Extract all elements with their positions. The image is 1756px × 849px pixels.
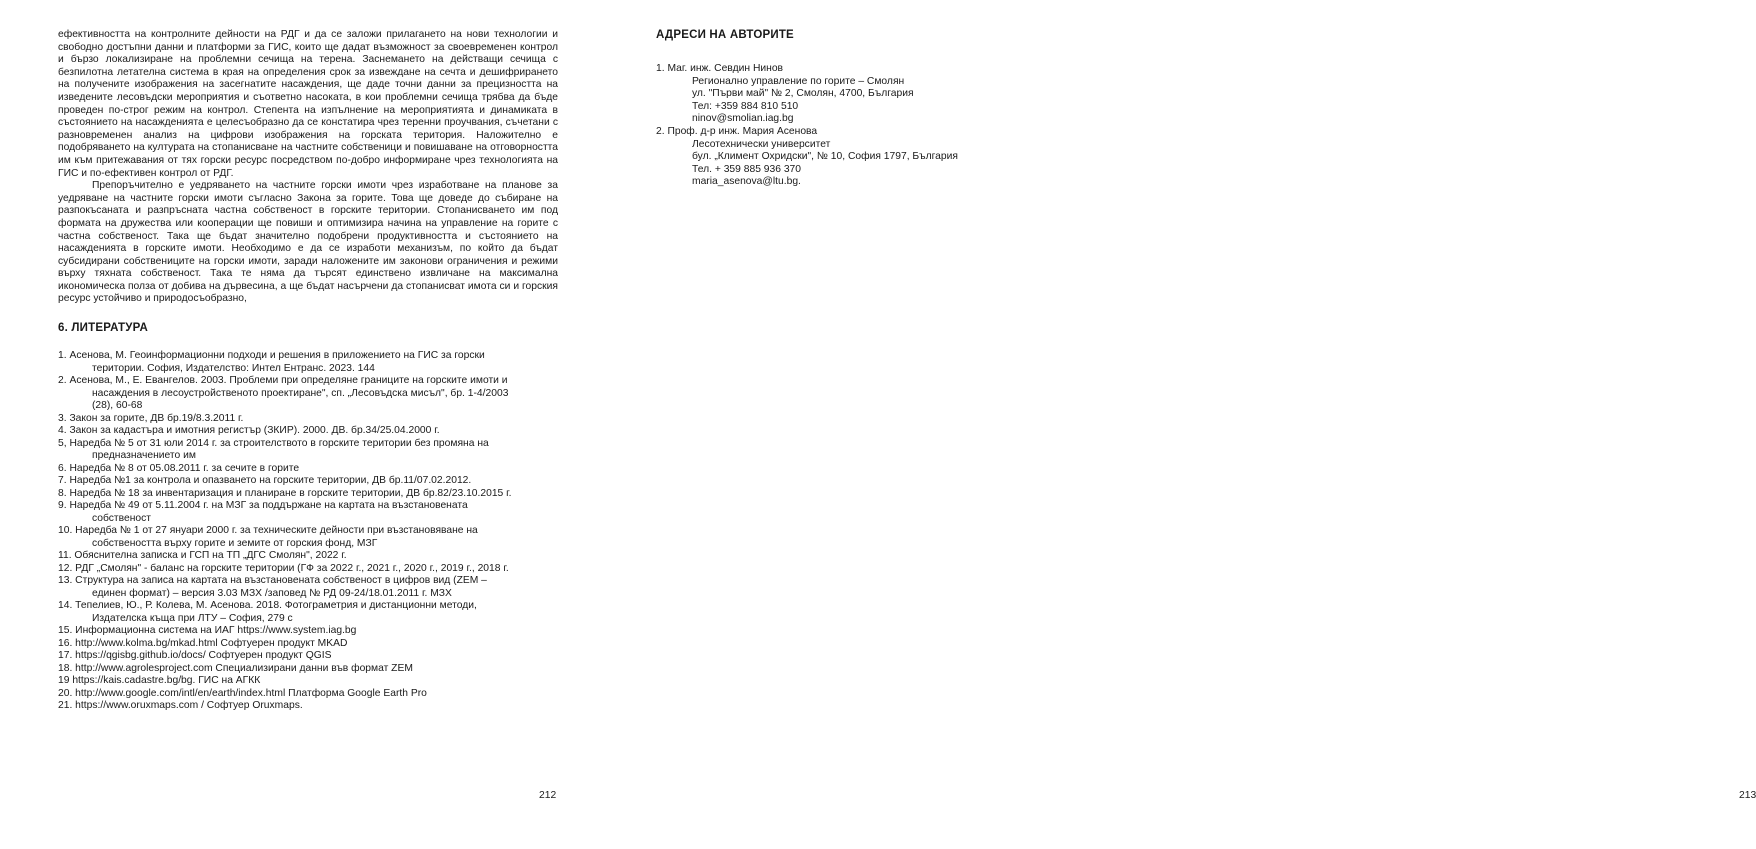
author-address: ул. "Първи май" № 2, Смолян, 4700, България bbox=[692, 88, 914, 100]
reference-text: 17. https://qgisbg.github.io/docs/ Софтуерен продукт QGIS bbox=[58, 650, 332, 661]
left-page bbox=[0, 0, 600, 849]
author-phone: Тел: +359 884 810 510 bbox=[692, 100, 799, 112]
reference-item bbox=[58, 550, 558, 563]
reference-text: 20. http://www.google.com/intl/en/earth/index.html Платформа Google Earth Pro bbox=[58, 687, 427, 699]
reference-item bbox=[58, 663, 558, 676]
reference-text: 1. Асенова, М. Геоинформационни подходи и решения в приложението на ГИС за горски bbox=[58, 350, 485, 361]
reference-list bbox=[58, 350, 558, 713]
reference-continuation: територии. София, Издателство: Интел Ентранс. 2023. 144 bbox=[92, 362, 375, 374]
author-address: бул. „Климент Охридски", № 10, София 1797, България bbox=[692, 151, 958, 163]
reference-continuation: единен формат) – версия 3.03 МЗХ /заповед № РД 09-24/18.01.2011 г. МЗХ bbox=[92, 587, 452, 599]
reference-item bbox=[58, 700, 558, 713]
reference-continuation: собственост bbox=[92, 512, 151, 524]
author-email[interactable]: ninov@smolian.iag.bg bbox=[692, 113, 794, 125]
reference-item bbox=[58, 438, 558, 463]
reference-text: 3. Закон за горите, ДВ бр.19/8.3.2011 г. bbox=[58, 412, 244, 424]
author-email[interactable]: maria_asenova@ltu.bg. bbox=[692, 176, 801, 188]
reference-continuation: Издателска къща при ЛТУ – София, 279 с bbox=[92, 612, 293, 624]
section-heading: 6. ЛИТЕРАТУРА bbox=[58, 322, 148, 334]
reference-item bbox=[58, 638, 558, 651]
author-affiliation: Регионално управление по горите – Смолян bbox=[692, 75, 905, 87]
reference-text: 7. Наредба №1 за контрола и опазването на горските територии, ДВ бр.11/07.02.2012. bbox=[58, 475, 472, 486]
paragraph: ефективността на контролните дейности на РДГ и да се заложи прилагането на нови технологии и свободно достъпни данни и платформи за ГИС, които ще дадат възможност за своевременен контрол и бързо локализиране на проблемни сечища на терена. Заснемането на действащи сечища с безпилотна летателна система в края на определения срок за извеждане на сечта и дешифрирането на получените изображения на засегнатите насаждения, ще даде точни данни за прецизността на изведените лесовъдски мероприятия и съответно насоката, в кои проблемни сечища трябва да бъде проведен по-строг режим на контрол. Степента на изпълнение на мероприятията и динамиката в състоянието на насажденията е целесъобразно да се констатира чрез теренни проучвания, съчетани с разновременен анализ на цифрови изображения на горската територия. Наложително е подобряването на културата на стопанисване на частните собственици и повишаване на отговорността им към притежавания от тях горски ресурс посредством по-добро информиране чрез технологията на ГИС и по-ефективен контрол от РДГ. bbox=[58, 29, 558, 179]
author-addresses bbox=[656, 63, 1136, 189]
author-entry bbox=[656, 126, 1136, 189]
reference-text: 12. РДГ „Смолян" - баланс на горските територии (ГФ за 2022 г., 2021 г., 2020 г., 2019 г., 2018 г. bbox=[58, 562, 509, 574]
reference-item bbox=[58, 675, 558, 688]
reference-item bbox=[58, 563, 558, 576]
reference-item bbox=[58, 350, 558, 375]
author-name: 1. Маг. инж. Севдин Нинов bbox=[656, 63, 784, 74]
author-entry bbox=[656, 63, 1136, 126]
author-name: 2. Проф. д-р инж. Мария Асенова bbox=[656, 125, 818, 137]
reference-text: 6. Наредба № 8 от 05.08.2011 г. за сечите в горите bbox=[58, 462, 300, 474]
reference-continuation: собствеността върху горите и земите от горския фонд, МЗГ bbox=[92, 537, 378, 549]
reference-item bbox=[58, 375, 558, 413]
reference-item bbox=[58, 413, 558, 426]
reference-continuation: (28), 60-68 bbox=[92, 400, 143, 411]
reference-item bbox=[58, 425, 558, 438]
reference-item bbox=[58, 650, 558, 663]
reference-item bbox=[58, 475, 558, 488]
right-page bbox=[600, 0, 1756, 849]
reference-text: 16. http://www.kolma.bg/mkad.html Софтуерен продукт MKAD bbox=[58, 637, 348, 649]
reference-text: 8. Наредба № 18 за инвентаризация и планиране в горските територии, ДВ бр.82/23.10.2015 г. bbox=[58, 487, 512, 499]
reference-item bbox=[58, 625, 558, 638]
page-number: 212 bbox=[539, 790, 557, 801]
reference-text: 9. Наредба № 49 от 5.11.2004 г. на МЗГ за поддържане на картата на възстановената bbox=[58, 500, 468, 511]
paragraph: Препоръчително е уедряването на частните горски имоти чрез изработване на планове за уедряване на частните горски имоти съгласно Закона за горите. Това ще доведе до събиране на разпокъсаната и разпръсната частна собственост в горските територии. Стопанисването им под формата на дружества или кооперации ще повиши и оптимизира начина на управление на горите с частна собственост. Така ще бъдат значително подобрени продуктивността и състоянието на насажденията в горските имоти. Необходимо е да се изработи механизъм, по който да бъдат субсидирани собствениците на горски имоти, заради наложените им законови ограничения и режими върху тяхната собственост. Така те няма да търсят единствено извличане на максимална икономическа полза от добива на дървесина, а ще бъдат насърчени да стопанисват имота си и горския ресурс устойчиво и природосъобразно, bbox=[58, 180, 558, 305]
reference-text: 4. Закон за кадастъра и имотния регистър (ЗКИР). 2000. ДВ. бр.34/25.04.2000 г. bbox=[58, 425, 440, 436]
reference-item bbox=[58, 575, 558, 600]
reference-item bbox=[58, 688, 558, 701]
reference-text: 11. Обяснителна записка и ГСП на ТП „ДГС Смолян", 2022 г. bbox=[58, 550, 347, 561]
page-number: 213 bbox=[1739, 790, 1756, 801]
reference-item bbox=[58, 600, 558, 625]
reference-continuation: предназначението им bbox=[92, 450, 196, 461]
body-text bbox=[58, 29, 558, 306]
reference-text: 10. Наредба № 1 от 27 януари 2000 г. за техническите дейности при възстановяване на bbox=[58, 525, 478, 536]
reference-item bbox=[58, 500, 558, 525]
reference-continuation: насаждения в лесоустройственото проектиране", сп. „Лесовъдска мисъл", бр. 1-4/2003 bbox=[92, 387, 509, 399]
reference-text: 21. https://www.oruxmaps.com / Софтуер Oruxmaps. bbox=[58, 700, 303, 711]
author-affiliation: Лесотехнически университет bbox=[692, 138, 831, 150]
reference-text: 18. http://www.agrolesproject.com Специализирани данни във формат ZEM bbox=[58, 662, 413, 674]
reference-item bbox=[58, 525, 558, 550]
reference-item bbox=[58, 488, 558, 501]
reference-text: 5, Наредба № 5 от 31 юли 2014 г. за строителството в горските територии без промяна на bbox=[58, 437, 489, 449]
reference-text: 14. Тепелиев, Ю., Р. Колева, М. Асенова. 2018. Фотограметрия и дистанционни методи, bbox=[58, 600, 477, 611]
reference-text: 15. Информационна система на ИАГ https://www.system.iag.bg bbox=[58, 625, 357, 636]
author-phone: Тел. + 359 885 936 370 bbox=[692, 163, 802, 175]
reference-text: 19 https://kais.cadastre.bg/bg. ГИС на АГКК bbox=[58, 675, 261, 686]
reference-text: 13. Структура на записа на картата на възстановената собственост в цифров вид (ZEM – bbox=[58, 575, 487, 586]
reference-item bbox=[58, 463, 558, 476]
reference-text: 2. Асенова, М., Е. Евангелов. 2003. Проблеми при определяне границите на горските имоти и bbox=[58, 375, 508, 386]
authors-heading: АДРЕСИ НА АВТОРИТЕ bbox=[656, 29, 794, 41]
